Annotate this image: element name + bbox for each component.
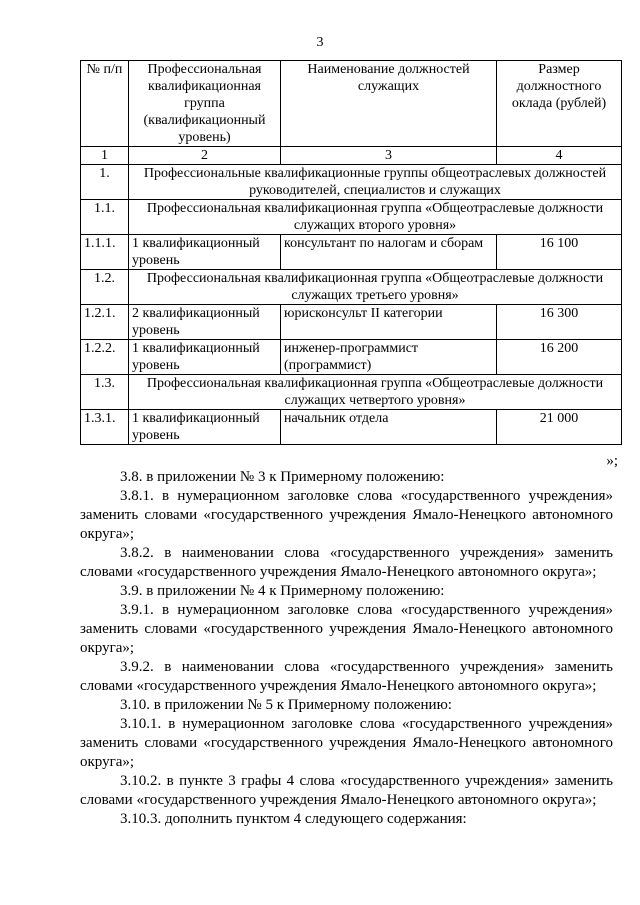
group-title: Профессиональная квалификационная группа «Общеотраслевые должности служащих третьего уровня» — [129, 270, 622, 305]
qualification-level: 1 квалификационный уровень — [129, 340, 281, 375]
paragraph: 3.9. в приложении № 4 к Примерному положению: — [120, 583, 445, 599]
paragraph: 3.10. в приложении № 5 к Примерному положению: — [120, 697, 452, 713]
paragraph: 3.8.1. в нумерационном заголовке слова «государственного учреждения» заменить словами «государственного учреждения Ямало-Ненецкого автономного округа»; — [80, 488, 613, 542]
row-number: 1.1.1. — [81, 235, 129, 270]
salary-value: 16 300 — [497, 305, 622, 340]
paragraph: 3.8.2. в наименовании слова «государственного учреждения» заменить словами «государственного учреждения Ямало-Ненецкого автономного округа»; — [80, 545, 613, 580]
column-numbers-row — [81, 147, 622, 165]
qualification-level: 2 квалификационный уровень — [129, 305, 281, 340]
header-number: № п/п — [81, 61, 129, 147]
closing-quote: »; — [606, 453, 618, 469]
position-name: консультант по налогам и сборам — [281, 235, 497, 270]
salary-value: 16 200 — [497, 340, 622, 375]
paragraph: 3.10.2. в пункте 3 графы 4 слова «государственного учреждения» заменить словами «государственного учреждения Ямало-Ненецкого автономного округа»; — [80, 773, 613, 808]
salary-value: 21 000 — [497, 410, 622, 445]
table-row — [81, 235, 622, 270]
position-name: инженер-программист (программист) — [281, 340, 497, 375]
table-row — [81, 270, 622, 305]
header-group: Профессиональная квалификационная группа (квалификационный уровень) — [129, 61, 281, 147]
table-row — [81, 200, 622, 235]
paragraph: 3.10.1. в нумерационном заголовке слова «государственного учреждения» заменить словами «государственного учреждения Ямало-Ненецкого автономного округа»; — [80, 716, 613, 770]
row-number: 1.2. — [81, 270, 129, 305]
table-row — [81, 375, 622, 410]
header-position: Наименование должностей служащих — [281, 61, 497, 147]
header-salary: Размер должностного оклада (рублей) — [497, 61, 622, 147]
group-title: Профессиональная квалификационная группа «Общеотраслевые должности служащих второго уровня» — [129, 200, 622, 235]
row-number: 1.2.2. — [81, 340, 129, 375]
paragraph: 3.9.2. в наименовании слова «государственного учреждения» заменить словами «государственного учреждения Ямало-Ненецкого автономного округа»; — [80, 659, 613, 694]
column-number: 3 — [281, 147, 497, 165]
row-number: 1.2.1. — [81, 305, 129, 340]
table-row — [81, 340, 622, 375]
body-text — [80, 468, 613, 829]
table-header-row — [81, 61, 622, 147]
table-row — [81, 165, 622, 200]
row-number: 1.1. — [81, 200, 129, 235]
position-name: юрисконсульт II категории — [281, 305, 497, 340]
position-name: начальник отдела — [281, 410, 497, 445]
group-title: Профессиональная квалификационная группа «Общеотраслевые должности служащих четвертого уровня» — [129, 375, 622, 410]
row-number: 1.3.1. — [81, 410, 129, 445]
salary-value: 16 100 — [497, 235, 622, 270]
paragraph: 3.9.1. в нумерационном заголовке слова «государственного учреждения» заменить словами «государственного учреждения Ямало-Ненецкого автономного округа»; — [80, 602, 613, 656]
group-title: Профессиональные квалификационные группы общеотраслевых должностей руководителей, специалистов и служащих — [129, 165, 622, 200]
column-number: 4 — [497, 147, 622, 165]
table-row — [81, 410, 622, 445]
paragraph: 3.10.3. дополнить пунктом 4 следующего содержания: — [120, 811, 467, 827]
salary-table — [80, 60, 622, 445]
row-number: 1. — [81, 165, 129, 200]
paragraph: 3.8. в приложении № 3 к Примерному положению: — [120, 469, 445, 485]
qualification-level: 1 квалификационный уровень — [129, 410, 281, 445]
column-number: 2 — [129, 147, 281, 165]
table-row — [81, 305, 622, 340]
column-number: 1 — [81, 147, 129, 165]
qualification-level: 1 квалификационный уровень — [129, 235, 281, 270]
row-number: 1.3. — [81, 375, 129, 410]
page-number: 3 — [316, 35, 324, 50]
